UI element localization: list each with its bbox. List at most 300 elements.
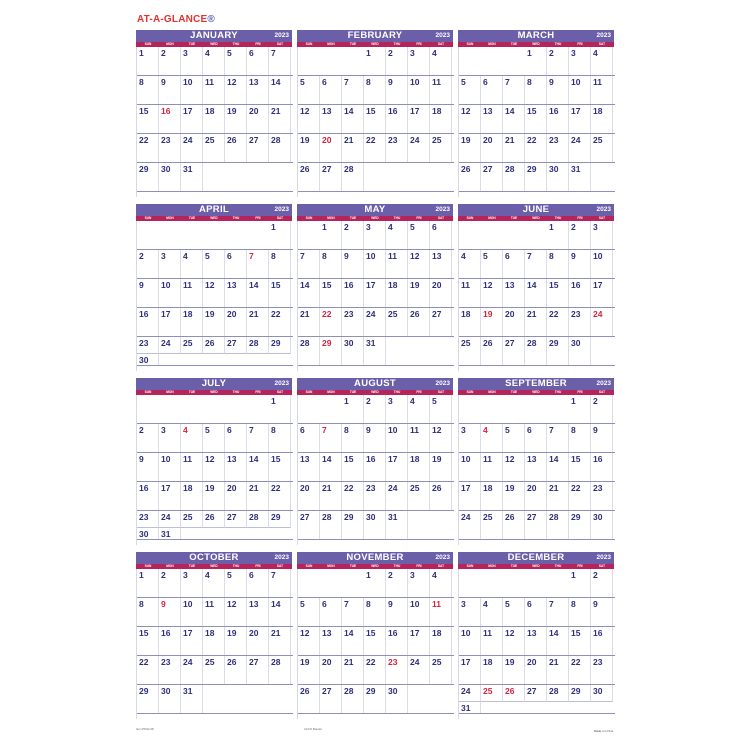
day-cell[interactable] <box>269 569 291 598</box>
day-cell[interactable] <box>364 453 386 482</box>
day-cell[interactable] <box>137 47 159 76</box>
day-cell[interactable] <box>386 308 408 337</box>
day-cell[interactable] <box>408 482 430 511</box>
day-cell[interactable] <box>320 337 342 366</box>
day-cell[interactable] <box>569 511 591 540</box>
day-cell[interactable] <box>298 163 320 192</box>
day-cell[interactable] <box>430 105 452 134</box>
day-cell[interactable] <box>320 511 342 540</box>
day-cell[interactable] <box>547 76 569 105</box>
day-cell[interactable] <box>181 279 203 308</box>
day-cell[interactable] <box>247 250 269 279</box>
day-cell[interactable] <box>137 279 159 308</box>
day-cell[interactable] <box>269 134 291 163</box>
day-cell[interactable] <box>481 308 503 337</box>
day-cell[interactable] <box>525 337 547 366</box>
day-cell[interactable] <box>481 337 503 366</box>
day-cell[interactable] <box>269 656 291 685</box>
day-cell[interactable] <box>591 76 613 105</box>
day-cell[interactable] <box>364 511 386 540</box>
day-cell[interactable] <box>320 685 342 714</box>
day-cell[interactable] <box>225 47 247 76</box>
day-cell[interactable] <box>364 569 386 598</box>
day-cell[interactable] <box>159 250 181 279</box>
day-cell[interactable] <box>298 685 320 714</box>
day-cell[interactable] <box>342 337 364 366</box>
day-cell[interactable] <box>298 598 320 627</box>
day-cell[interactable] <box>159 627 181 656</box>
day-cell[interactable] <box>269 337 291 354</box>
day-cell[interactable] <box>481 511 503 540</box>
day-cell[interactable] <box>137 453 159 482</box>
day-cell[interactable] <box>269 308 291 337</box>
day-cell[interactable] <box>503 482 525 511</box>
day-cell[interactable] <box>364 76 386 105</box>
day-cell[interactable] <box>137 163 159 192</box>
day-cell[interactable] <box>481 424 503 453</box>
day-cell[interactable] <box>181 163 203 192</box>
day-cell[interactable] <box>269 250 291 279</box>
day-cell[interactable] <box>364 105 386 134</box>
day-cell[interactable] <box>364 627 386 656</box>
day-cell[interactable] <box>459 453 481 482</box>
day-cell[interactable] <box>408 134 430 163</box>
day-cell[interactable] <box>203 569 225 598</box>
day-cell[interactable] <box>225 279 247 308</box>
day-cell[interactable] <box>547 47 569 76</box>
day-cell[interactable] <box>481 482 503 511</box>
day-cell[interactable] <box>569 424 591 453</box>
day-cell[interactable] <box>364 134 386 163</box>
day-cell[interactable] <box>408 598 430 627</box>
day-cell[interactable] <box>159 482 181 511</box>
day-cell[interactable] <box>459 76 481 105</box>
day-cell[interactable] <box>181 685 203 714</box>
day-cell[interactable] <box>547 105 569 134</box>
day-cell[interactable] <box>569 105 591 134</box>
day-cell[interactable] <box>364 598 386 627</box>
day-cell[interactable] <box>547 163 569 192</box>
day-cell[interactable] <box>225 598 247 627</box>
day-cell[interactable] <box>159 337 181 354</box>
day-cell[interactable] <box>547 453 569 482</box>
day-cell[interactable] <box>181 511 203 528</box>
day-cell[interactable] <box>364 395 386 424</box>
day-cell[interactable] <box>459 685 481 702</box>
day-cell[interactable] <box>342 656 364 685</box>
day-cell[interactable] <box>547 337 569 366</box>
day-cell[interactable] <box>569 453 591 482</box>
day-cell[interactable] <box>203 511 225 528</box>
day-cell[interactable] <box>342 221 364 250</box>
day-cell[interactable] <box>503 250 525 279</box>
day-cell[interactable] <box>137 482 159 511</box>
day-cell[interactable] <box>459 598 481 627</box>
day-cell[interactable] <box>430 453 452 482</box>
day-cell[interactable] <box>320 482 342 511</box>
day-cell[interactable] <box>430 221 452 250</box>
day-cell[interactable] <box>225 656 247 685</box>
day-cell[interactable] <box>503 279 525 308</box>
day-cell[interactable] <box>569 134 591 163</box>
day-cell[interactable] <box>247 337 269 354</box>
day-cell[interactable] <box>481 105 503 134</box>
day-cell[interactable] <box>137 105 159 134</box>
day-cell[interactable] <box>159 511 181 528</box>
day-cell[interactable] <box>408 221 430 250</box>
day-cell[interactable] <box>547 685 569 702</box>
day-cell[interactable] <box>247 279 269 308</box>
day-cell[interactable] <box>525 105 547 134</box>
day-cell[interactable] <box>342 395 364 424</box>
day-cell[interactable] <box>591 308 613 337</box>
day-cell[interactable] <box>547 511 569 540</box>
day-cell[interactable] <box>269 627 291 656</box>
day-cell[interactable] <box>247 47 269 76</box>
day-cell[interactable] <box>525 250 547 279</box>
day-cell[interactable] <box>569 279 591 308</box>
day-cell[interactable] <box>408 105 430 134</box>
day-cell[interactable] <box>569 395 591 424</box>
day-cell[interactable] <box>225 76 247 105</box>
day-cell[interactable] <box>386 627 408 656</box>
day-cell[interactable] <box>386 453 408 482</box>
day-cell[interactable] <box>159 279 181 308</box>
day-cell[interactable] <box>408 627 430 656</box>
day-cell[interactable] <box>525 308 547 337</box>
day-cell[interactable] <box>320 424 342 453</box>
day-cell[interactable] <box>342 627 364 656</box>
day-cell[interactable] <box>481 279 503 308</box>
day-cell[interactable] <box>137 337 159 354</box>
day-cell[interactable] <box>430 250 452 279</box>
day-cell[interactable] <box>591 569 613 598</box>
day-cell[interactable] <box>408 250 430 279</box>
day-cell[interactable] <box>159 569 181 598</box>
day-cell[interactable] <box>269 482 291 511</box>
day-cell[interactable] <box>269 279 291 308</box>
day-cell[interactable] <box>408 308 430 337</box>
day-cell[interactable] <box>503 308 525 337</box>
day-cell[interactable] <box>342 76 364 105</box>
day-cell[interactable] <box>503 656 525 685</box>
day-cell[interactable] <box>503 511 525 540</box>
day-cell[interactable] <box>225 337 247 354</box>
day-cell[interactable] <box>591 656 613 685</box>
day-cell[interactable] <box>203 308 225 337</box>
day-cell[interactable] <box>137 511 159 528</box>
day-cell[interactable] <box>569 685 591 702</box>
day-cell[interactable] <box>320 221 342 250</box>
day-cell[interactable] <box>364 221 386 250</box>
day-cell[interactable] <box>320 105 342 134</box>
day-cell[interactable] <box>430 598 452 627</box>
day-cell[interactable] <box>430 627 452 656</box>
day-cell[interactable] <box>591 279 613 308</box>
day-cell[interactable] <box>247 511 269 528</box>
day-cell[interactable] <box>591 598 613 627</box>
day-cell[interactable] <box>569 656 591 685</box>
day-cell[interactable] <box>430 47 452 76</box>
day-cell[interactable] <box>525 685 547 702</box>
day-cell[interactable] <box>203 482 225 511</box>
day-cell[interactable] <box>203 47 225 76</box>
day-cell[interactable] <box>408 569 430 598</box>
day-cell[interactable] <box>525 76 547 105</box>
day-cell[interactable] <box>591 134 613 163</box>
day-cell[interactable] <box>181 482 203 511</box>
day-cell[interactable] <box>430 134 452 163</box>
day-cell[interactable] <box>320 250 342 279</box>
day-cell[interactable] <box>430 656 452 685</box>
day-cell[interactable] <box>525 482 547 511</box>
day-cell[interactable] <box>503 337 525 366</box>
day-cell[interactable] <box>269 221 291 250</box>
day-cell[interactable] <box>525 47 547 76</box>
day-cell[interactable] <box>181 134 203 163</box>
day-cell[interactable] <box>569 627 591 656</box>
day-cell[interactable] <box>269 453 291 482</box>
day-cell[interactable] <box>386 685 408 714</box>
day-cell[interactable] <box>137 569 159 598</box>
day-cell[interactable] <box>591 453 613 482</box>
day-cell[interactable] <box>203 105 225 134</box>
day-cell[interactable] <box>320 279 342 308</box>
day-cell[interactable] <box>225 250 247 279</box>
day-cell[interactable] <box>159 47 181 76</box>
day-cell[interactable] <box>342 482 364 511</box>
day-cell[interactable] <box>298 482 320 511</box>
day-cell[interactable] <box>298 250 320 279</box>
day-cell[interactable] <box>481 598 503 627</box>
day-cell[interactable] <box>430 279 452 308</box>
day-cell[interactable] <box>481 163 503 192</box>
day-cell[interactable] <box>342 598 364 627</box>
day-cell[interactable] <box>225 482 247 511</box>
day-cell[interactable] <box>269 105 291 134</box>
day-cell[interactable] <box>386 47 408 76</box>
day-cell[interactable] <box>591 105 613 134</box>
day-cell[interactable] <box>181 250 203 279</box>
day-cell[interactable] <box>159 308 181 337</box>
day-cell[interactable] <box>459 279 481 308</box>
day-cell[interactable] <box>181 47 203 76</box>
day-cell[interactable] <box>181 76 203 105</box>
day-cell[interactable] <box>247 76 269 105</box>
day-cell[interactable] <box>569 308 591 337</box>
day-cell[interactable] <box>408 47 430 76</box>
day-cell[interactable] <box>298 105 320 134</box>
day-cell[interactable] <box>364 279 386 308</box>
day-cell[interactable] <box>525 627 547 656</box>
day-cell[interactable] <box>298 656 320 685</box>
day-cell[interactable] <box>364 250 386 279</box>
day-cell[interactable] <box>569 337 591 366</box>
day-cell[interactable] <box>525 453 547 482</box>
day-cell[interactable] <box>181 337 203 354</box>
day-cell[interactable] <box>525 424 547 453</box>
day-cell[interactable] <box>247 308 269 337</box>
day-cell[interactable] <box>525 279 547 308</box>
day-cell[interactable] <box>459 627 481 656</box>
day-cell[interactable] <box>591 250 613 279</box>
day-cell[interactable] <box>408 76 430 105</box>
day-cell[interactable] <box>298 134 320 163</box>
day-cell[interactable] <box>159 76 181 105</box>
day-cell[interactable] <box>137 308 159 337</box>
day-cell[interactable] <box>459 337 481 366</box>
day-cell[interactable] <box>225 627 247 656</box>
day-cell[interactable] <box>364 47 386 76</box>
day-cell[interactable] <box>503 134 525 163</box>
day-cell[interactable] <box>342 279 364 308</box>
day-cell[interactable] <box>386 424 408 453</box>
day-cell[interactable] <box>181 627 203 656</box>
day-cell[interactable] <box>342 250 364 279</box>
day-cell[interactable] <box>547 656 569 685</box>
day-cell[interactable] <box>386 511 408 540</box>
day-cell[interactable] <box>342 511 364 540</box>
day-cell[interactable] <box>364 482 386 511</box>
day-cell[interactable] <box>386 569 408 598</box>
day-cell[interactable] <box>481 627 503 656</box>
day-cell[interactable] <box>591 424 613 453</box>
day-cell[interactable] <box>342 453 364 482</box>
day-cell[interactable] <box>525 598 547 627</box>
day-cell[interactable] <box>159 134 181 163</box>
day-cell[interactable] <box>430 308 452 337</box>
day-cell[interactable] <box>503 685 525 702</box>
day-cell[interactable] <box>320 627 342 656</box>
day-cell[interactable] <box>181 308 203 337</box>
day-cell[interactable] <box>320 598 342 627</box>
day-cell[interactable] <box>459 308 481 337</box>
day-cell[interactable] <box>298 308 320 337</box>
day-cell[interactable] <box>137 598 159 627</box>
day-cell[interactable] <box>386 598 408 627</box>
day-cell[interactable] <box>181 569 203 598</box>
day-cell[interactable] <box>591 685 613 702</box>
day-cell[interactable] <box>430 569 452 598</box>
day-cell[interactable] <box>203 250 225 279</box>
day-cell[interactable] <box>342 308 364 337</box>
day-cell[interactable] <box>159 598 181 627</box>
day-cell[interactable] <box>569 598 591 627</box>
day-cell[interactable] <box>342 134 364 163</box>
day-cell[interactable] <box>320 308 342 337</box>
day-cell[interactable] <box>247 656 269 685</box>
day-cell[interactable] <box>269 598 291 627</box>
day-cell[interactable] <box>225 424 247 453</box>
day-cell[interactable] <box>320 656 342 685</box>
day-cell[interactable] <box>364 656 386 685</box>
day-cell[interactable] <box>525 656 547 685</box>
day-cell[interactable] <box>203 627 225 656</box>
day-cell[interactable] <box>269 511 291 528</box>
day-cell[interactable] <box>137 656 159 685</box>
day-cell[interactable] <box>203 598 225 627</box>
day-cell[interactable] <box>298 337 320 366</box>
day-cell[interactable] <box>159 424 181 453</box>
day-cell[interactable] <box>137 76 159 105</box>
day-cell[interactable] <box>386 482 408 511</box>
day-cell[interactable] <box>503 627 525 656</box>
day-cell[interactable] <box>525 134 547 163</box>
day-cell[interactable] <box>408 395 430 424</box>
day-cell[interactable] <box>591 627 613 656</box>
day-cell[interactable] <box>181 424 203 453</box>
day-cell[interactable] <box>481 685 503 702</box>
day-cell[interactable] <box>547 627 569 656</box>
day-cell[interactable] <box>159 163 181 192</box>
day-cell[interactable] <box>137 685 159 714</box>
day-cell[interactable] <box>269 47 291 76</box>
day-cell[interactable] <box>203 453 225 482</box>
day-cell[interactable] <box>503 598 525 627</box>
day-cell[interactable] <box>298 627 320 656</box>
day-cell[interactable] <box>547 279 569 308</box>
day-cell[interactable] <box>459 250 481 279</box>
day-cell[interactable] <box>547 221 569 250</box>
day-cell[interactable] <box>459 134 481 163</box>
day-cell[interactable] <box>225 453 247 482</box>
day-cell[interactable] <box>503 163 525 192</box>
day-cell[interactable] <box>298 76 320 105</box>
day-cell[interactable] <box>430 482 452 511</box>
day-cell[interactable] <box>503 105 525 134</box>
day-cell[interactable] <box>269 395 291 424</box>
day-cell[interactable] <box>364 424 386 453</box>
day-cell[interactable] <box>247 598 269 627</box>
day-cell[interactable] <box>569 569 591 598</box>
day-cell[interactable] <box>430 395 452 424</box>
day-cell[interactable] <box>591 395 613 424</box>
day-cell[interactable] <box>364 685 386 714</box>
day-cell[interactable] <box>203 337 225 354</box>
day-cell[interactable] <box>269 76 291 105</box>
day-cell[interactable] <box>342 424 364 453</box>
day-cell[interactable] <box>386 250 408 279</box>
day-cell[interactable] <box>342 163 364 192</box>
day-cell[interactable] <box>203 76 225 105</box>
day-cell[interactable] <box>159 656 181 685</box>
day-cell[interactable] <box>320 76 342 105</box>
day-cell[interactable] <box>159 453 181 482</box>
day-cell[interactable] <box>247 424 269 453</box>
day-cell[interactable] <box>503 453 525 482</box>
day-cell[interactable] <box>481 453 503 482</box>
day-cell[interactable] <box>459 511 481 540</box>
day-cell[interactable] <box>225 308 247 337</box>
day-cell[interactable] <box>481 76 503 105</box>
day-cell[interactable] <box>430 424 452 453</box>
day-cell[interactable] <box>364 337 386 366</box>
day-cell[interactable] <box>525 511 547 540</box>
day-cell[interactable] <box>591 221 613 250</box>
day-cell[interactable] <box>503 76 525 105</box>
day-cell[interactable] <box>481 250 503 279</box>
day-cell[interactable] <box>481 134 503 163</box>
day-cell[interactable] <box>247 569 269 598</box>
day-cell[interactable] <box>225 105 247 134</box>
day-cell[interactable] <box>547 134 569 163</box>
day-cell[interactable] <box>298 279 320 308</box>
day-cell[interactable] <box>547 250 569 279</box>
day-cell[interactable] <box>137 627 159 656</box>
day-cell[interactable] <box>569 221 591 250</box>
day-cell[interactable] <box>203 656 225 685</box>
day-cell[interactable] <box>408 424 430 453</box>
